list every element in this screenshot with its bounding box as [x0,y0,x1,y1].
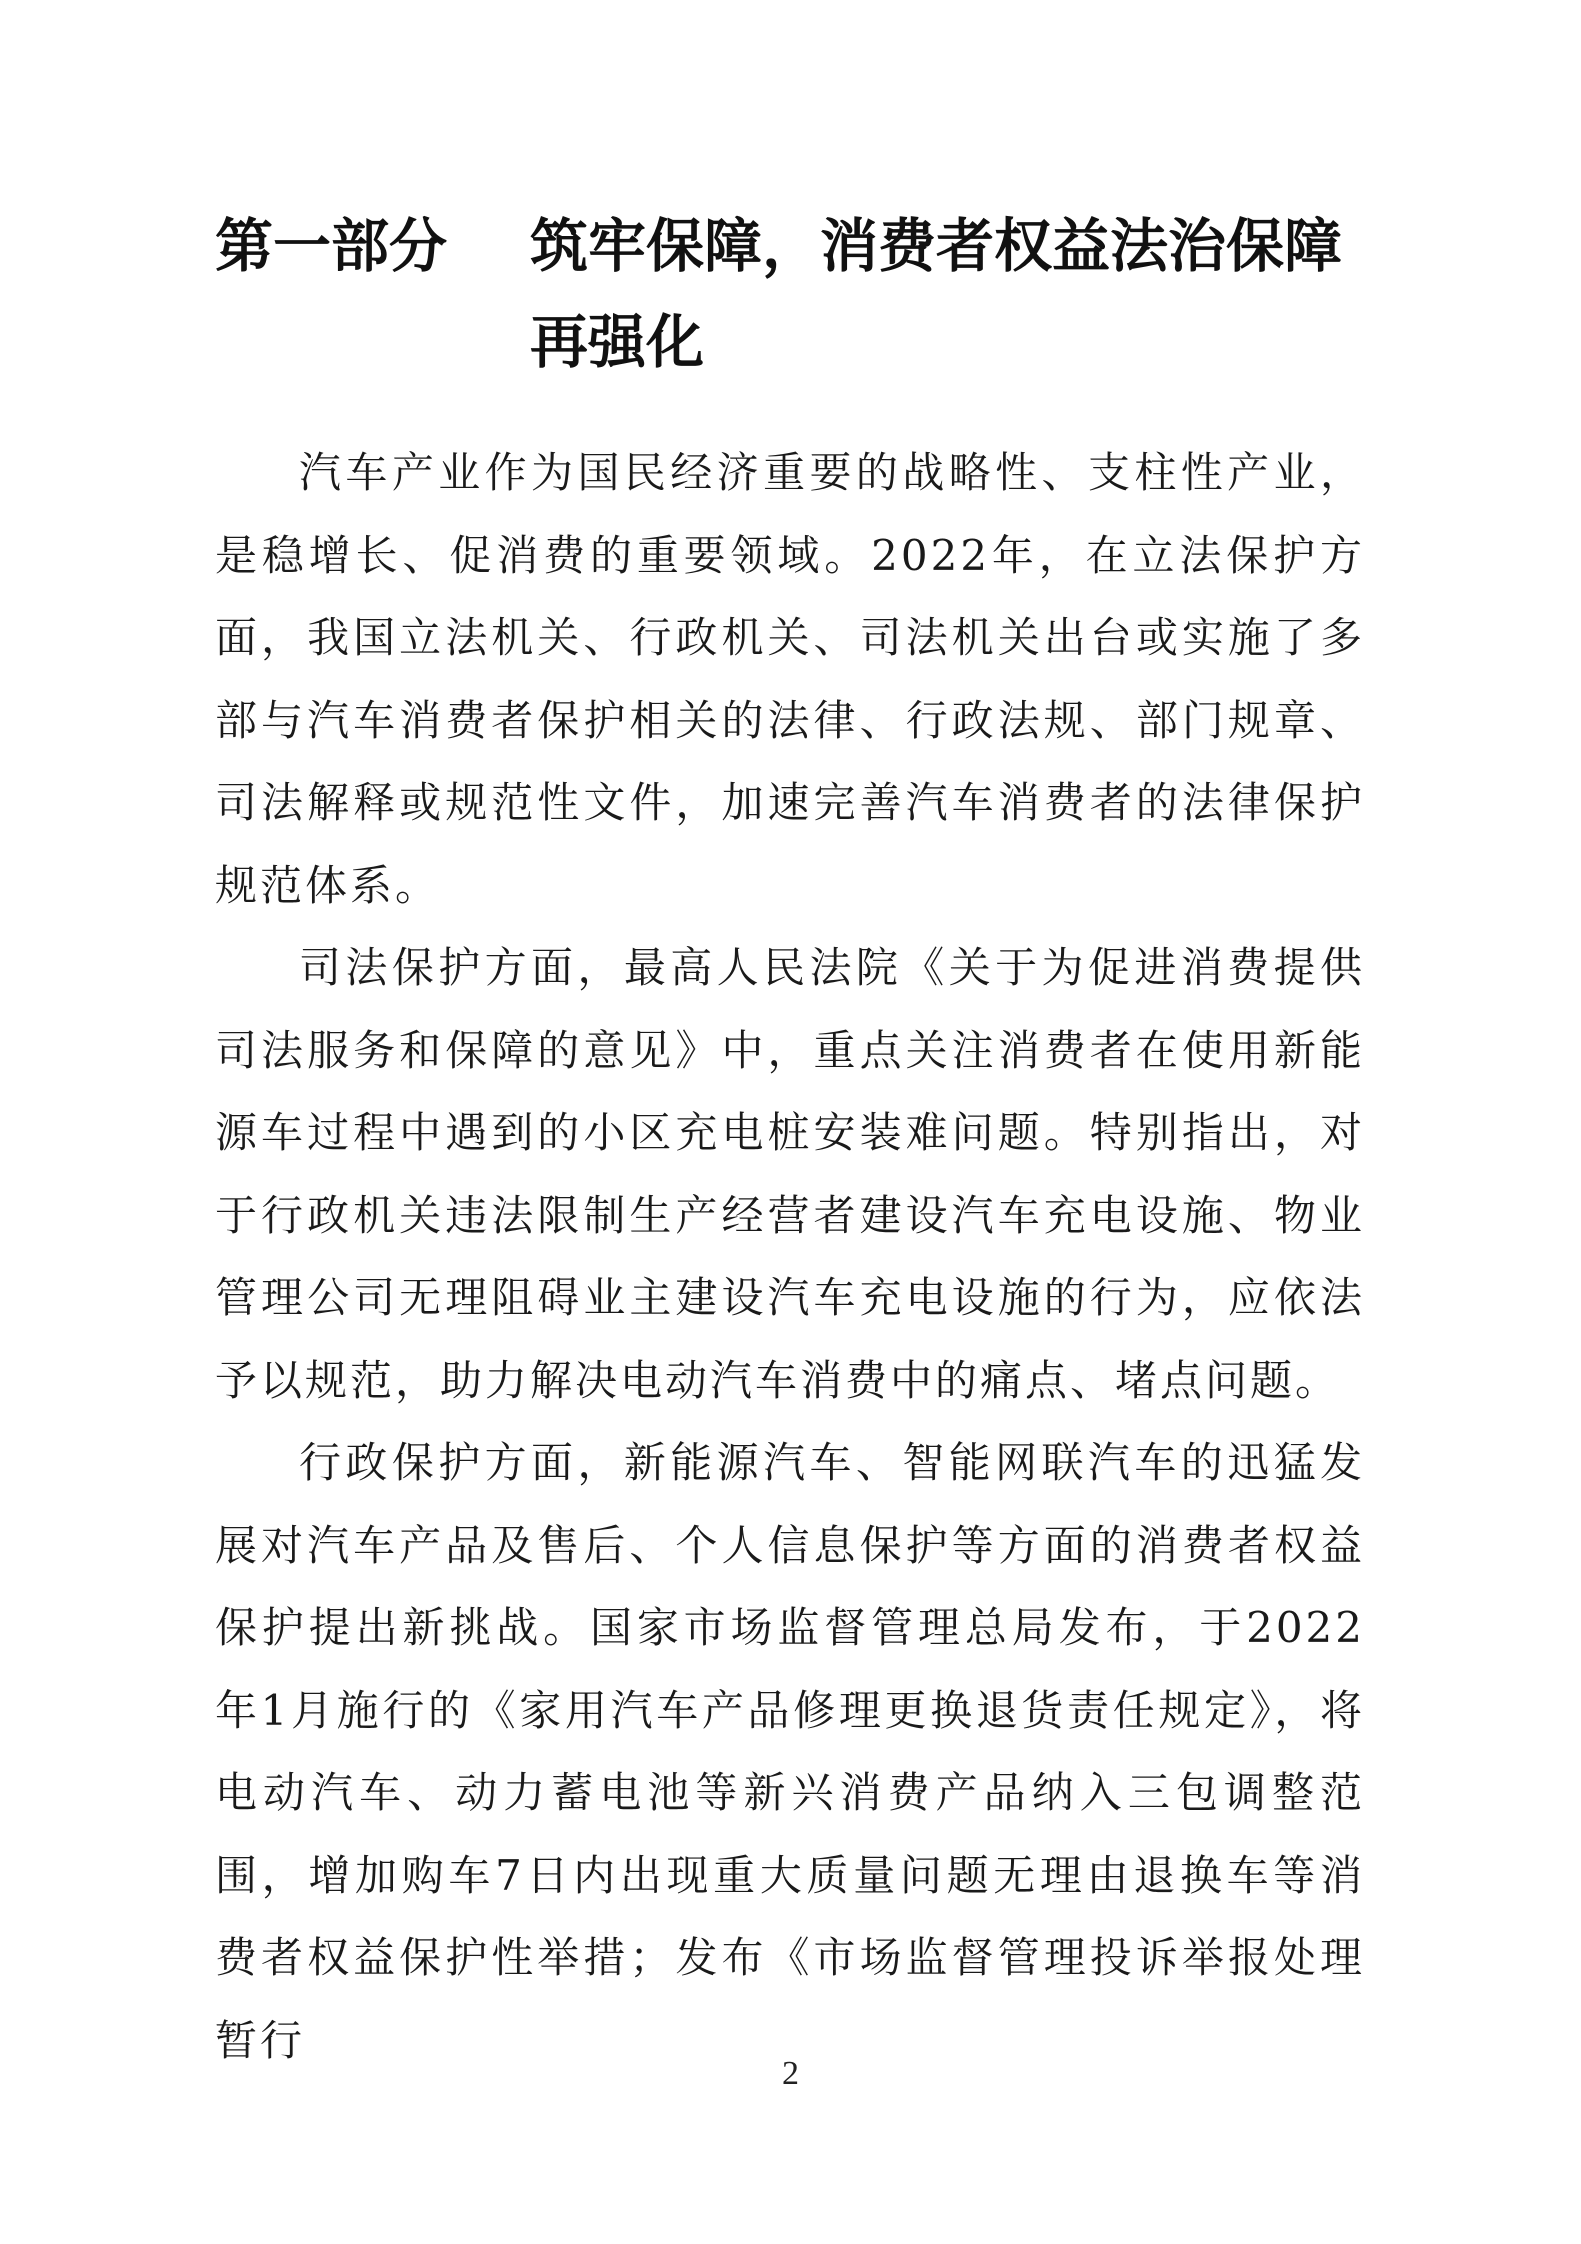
section-heading [215,198,1375,390]
body-text [215,432,1365,2082]
paragraph-judicial-protection: 司法保护方面，最高人民法院《关于为促进消费提供司法服务和保障的意见》中，重点关注消费者在使用新能源车过程中遇到的小区充电桩安装难问题。特别指出，对于行政机关违法限制生产经营者建设汽车充电设施、物业管理公司无理阻碍业主建设汽车充电设施的行为，应依法予以规范，助力解决电动汽车消费中的痛点、堵点问题。 [215,943,1365,1405]
section-title: 筑牢保障，消费者权益法治保障再强化 [530,212,1343,376]
paragraph-administrative-protection: 行政保护方面，新能源汽车、智能网联汽车的迅猛发展对汽车产品及售后、个人信息保护等方面的消费者权益保护提出新挑战。国家市场监督管理总局发布，于2022年1月施行的《家用汽车产品修理更换退货责任规定》，将电动汽车、动力蓄电池等新兴消费产品纳入三包调整范围，增加购车7日内出现重大质量问题无理由退换车等消费者权益保护性举措；发布《市场监督管理投诉举报处理暂行 [215,1438,1365,2065]
page-number: 2 [782,2055,799,2092]
section-part-label: 第一部分 [215,212,448,280]
paragraph-legislation: 汽车产业作为国民经济重要的战略性、支柱性产业，是稳增长、促消费的重要领域。2022年，在立法保护方面，我国立法机关、行政机关、司法机关出台或实施了多部与汽车消费者保护相关的法律、行政法规、部门规章、司法解释或规范性文件，加速完善汽车消费者的法律保护规范体系。 [215,448,1365,910]
